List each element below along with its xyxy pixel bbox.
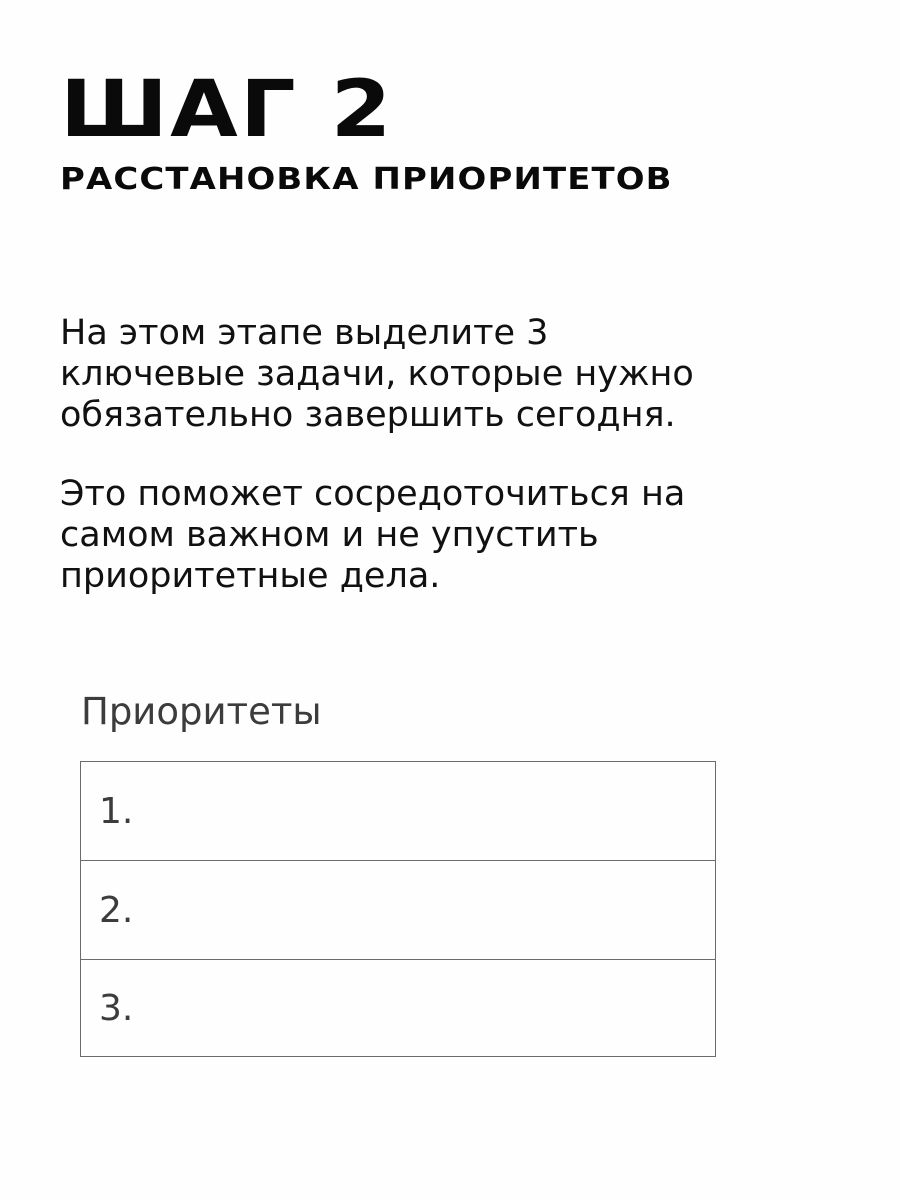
benefit-paragraph: Это поможет сосредоточиться на самом важном и не упустить приоритетные дела.	[60, 474, 686, 596]
priority-row-1[interactable]	[81, 762, 715, 861]
intro-paragraph: На этом этапе выделите 3 ключевые задачи, которые нужно обязательно завершить сегодня.	[60, 313, 694, 435]
step-title: ШАГ 2	[60, 65, 394, 155]
priority-row-2[interactable]	[81, 861, 715, 960]
priority-row-3[interactable]	[81, 960, 715, 1056]
priority-number: 2.	[99, 889, 134, 931]
step-subtitle: РАССТАНОВКА ПРИОРИТЕТОВ	[60, 162, 673, 197]
priorities-table	[80, 761, 716, 1057]
priorities-label: Приоритеты	[81, 690, 322, 733]
priority-number: 3.	[99, 987, 134, 1029]
priority-number: 1.	[99, 790, 134, 832]
